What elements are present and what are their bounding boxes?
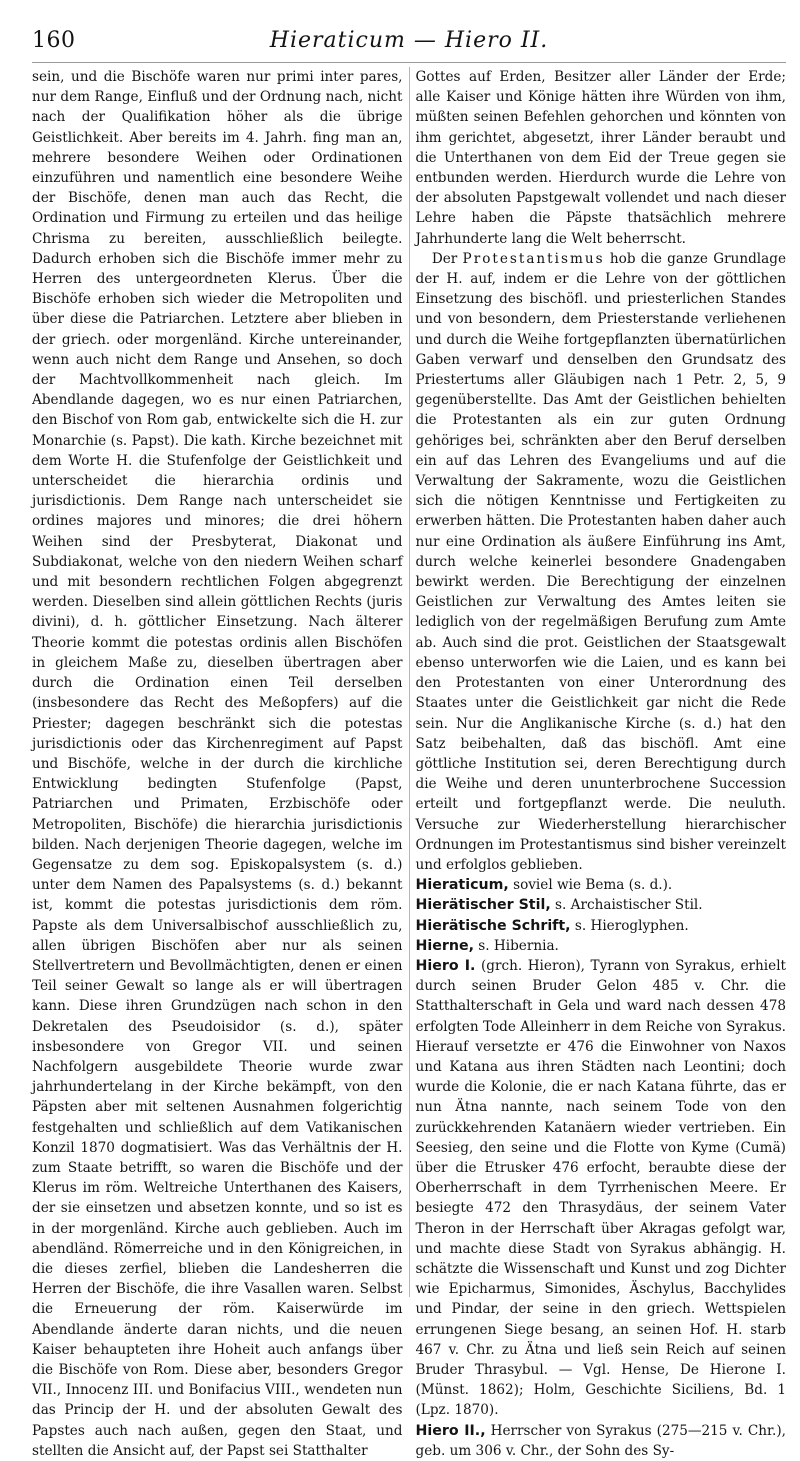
- page-number: 160: [32, 28, 76, 53]
- entry-hiero-ii: [416, 1421, 787, 1461]
- protestantism-text: hob die ganze Grundlage der H. auf, indem er die Lehre von der göttlichen Einsetzung des bischöfl. und priesterlichen Standes und von besondern, dem Priesterstande verliehenen und durch die Weihe fortgepflanzten übernatürlichen Gaben verwarf und denselben den Grundsatz des Priestertums aller Gläubigen nach 1 Petr. 2, 5, 9 gegenüberstellte. Das Amt der Geistlichen behielten die Protestanten als ein zur guten Ordnung gehöriges bei, schränkten aber den Beruf derselben ein auf das Lehren des Evangeliums und auf die Verwaltung der Sakramente, wozu die Geistlichen sich die nötigen Kenntnisse und Fertigkeiten zu erwerben hätten. Die Protestanten haben daher auch nur eine Ordination als äußere Einführung ins Amt, durch welche keinerlei besondere Gnadengaben bewirkt werden. Die Berechtigung der einzelnen Geistlichen zur Verwaltung des Amtes leiten sie lediglich von der regelmäßigen Berufung zum Amte ab. Auch sind die prot. Geistlichen der Staatsgewalt ebenso unterworfen wie die Laien, und es kann bei den Protestanten von einer Unterordnung des Staates unter die Geistlichkeit gar nicht die Rede sein. Nur die Anglikanische Kirche (s. d.) hat den Satz beibehalten, daß das bischöfl. Amt eine göttliche Institution sei, deren Berechtigung durch die Weihe und deren ununterbrochene Succession erteilt und fortgepflanzt werde. Die neuluth. Versuche zur Wiederherstellung hierarchischer Ordnungen im Protestantismus sind bisher vereinzelt und erfolglos geblieben.: [415, 250, 786, 873]
- entry-hieratischer-stil: [416, 895, 787, 915]
- headword-hiero-ii: Hiero II.,: [415, 1422, 486, 1439]
- entry-hieraticum: [416, 875, 787, 895]
- entry-text-hieratische-schrift: s. Hieroglyphen.: [570, 917, 689, 934]
- entry-hierne: [416, 936, 787, 956]
- headword-hieratischer-stil: Hierätischer Stil,: [415, 897, 551, 914]
- left-column: [32, 67, 409, 1459]
- protestantism-paragraph: [416, 249, 787, 875]
- headword-hiero-i: Hiero I.: [415, 957, 476, 974]
- headword-hierne: Hierne,: [415, 937, 474, 954]
- entry-text-hieraticum: soviel wie Bema (s. d.).: [508, 877, 673, 894]
- entry-text-hiero-i: (grch. Hieron), Tyrann von Syrakus, erhielt durch seinen Bruder Gelon 485 v. Chr. die Statthalterschaft in Gela und ward nach dessen 478 erfolgten Tode Alleinherr in dem Reiche von Syrakus. Hierauf versetzte er 476 die Einwohner von Naxos und Katana aus ihren Städten nach Leontini; doch wurde die Kolonie, die er nach Katana führte, das er nun Ätna nannte, nach seinem Tode von den zurückkehrenden Katanäern wieder vertrieben. Ein Seesieg, den seine und die Flotte von Kyme (Cumä) über die Etrusker 476 erfocht, beraubte diese der Oberherrschaft in dem Tyrrhenischen Meere. Er besiegte 472 den Thrasydäus, der seinem Vater Theron in der Herrschaft über Akragas gefolgt war, und machte diese Stadt von Syrakus abhängig. H. schätzte die Wissenschaft und Kunst und zog Dichter wie Epicharmus, Simonides, Äschylus, Bacchylides und Pindar, der seine in den griech. Wettspielen errungenen Siege besang, an seinen Hof. H. starb 467 v. Chr. zu Ätna und ließ sein Reich auf seinen Bruder Thrasybul. — Vgl. Hense, De Hierone I. (Münst. 1862); Holm, Geschichte Siciliens, Bd. 1 (Lpz. 1870).: [415, 957, 787, 1419]
- entry-hieratische-schrift: [416, 916, 787, 936]
- page-header: [32, 26, 786, 63]
- headword-hieraticum: Hieraticum,: [415, 877, 509, 894]
- entry-text-hieratischer-stil: s. Archaistischer Stil.: [550, 897, 703, 914]
- headword-hieratische-schrift: Hierätische Schrift,: [415, 917, 571, 934]
- running-title: Hieraticum — Hiero II.: [269, 28, 549, 53]
- text-columns: [32, 67, 787, 1459]
- protestantism-keyword: Protestantismus: [462, 250, 605, 267]
- right-column: [409, 67, 787, 1459]
- entry-hiero-i: [416, 956, 787, 1421]
- entry-text-hiero-ii: Herrscher von Syrakus (275—215 v. Chr.), geb. um 306 v. Chr., der Sohn des Sy-: [415, 1422, 786, 1459]
- hierarchie-papal-text: Gottes auf Erden, Besitzer aller Länder der Erde; alle Kaiser und Könige hätten ihre Würden von ihm, müßten seinen Befehlen gehorchen und könnten von ihm gerichtet, abgesetzt, ihrer Länder beraubt und die Unterthanen von dem Eid der Treue gegen sie entbunden werden. Hierdurch wurde die Lehre von der absoluten Papstgewalt vollendet und nach dieser Lehre haben die Päpste thatsächlich mehrere Jahrhunderte lang die Welt beherrscht.: [415, 69, 786, 247]
- hierarchie-continued-text: sein, und die Bischöfe waren nur primi inter pares, nur dem Range, Einfluß und der Ordnung nach, nicht nach der Qualifikation höher als die übrige Geistlichkeit. Aber bereits im 4. Jahrh. fing man an, mehrere besondere Weihen oder Ordinationen einzuführen und namentlich eine besondere Weihe der Bischöfe, denen man auch das Recht, die Ordination und Firmung zu erteilen und das heilige Chrisma zu bereiten, ausschließlich beilegte. Dadurch erhoben sich die Bischöfe immer mehr zu Herren des untergeordneten Klerus. Über die Bischöfe erhoben sich wieder die Metropoliten und über diese die Patriarchen. Letztere aber blieben in der griech. oder morgenländ. Kirche untereinander, wenn auch nicht dem Range und Ansehen, so doch der Machtvollkommenheit nach gleich. Im Abendlande dagegen, wo es nur einen Patriarchen, den Bischof von Rom gab, entwickelte sich die H. zur Monarchie (s. Papst). Die kath. Kirche bezeichnet mit dem Worte H. die Stufenfolge der Geistlichkeit und unterscheidet die hierarchia ordinis und jurisdictionis. Dem Range nach unterscheidet sie ordines majores und minores; die drei höhern Weihen sind der Presbyterat, Diakonat und Subdiakonat, welche von den niedern Weihen scharf und mit besondern rechtlichen Folgen abgegrenzt werden. Dieselben sind allein göttlichen Rechts (juris divini), d. h. göttlicher Einsetzung. Nach älterer Theorie kommt die potestas ordinis allen Bischöfen in gleichem Maße zu, dieselben übertragen aber durch die Ordination einen Teil derselben (insbesondere das Recht des Meßopfers) auf die Priester; dagegen beschränkt sich die potestas jurisdictionis oder das Kirchenregiment auf Papst und Bischöfe, welche in der durch die kirchliche Entwicklung bedingten Stufenfolge (Papst, Patriarchen und Primaten, Erzbischöfe oder Metropoliten, Bischöfe) die hierarchia jurisdictionis bilden. Nach derjenigen Theorie dagegen, welche im Gegensatze zu dem sog. Episkopalsystem (s. d.) unter dem Namen des Papalsystems (s. d.) bekannt ist, kommt die potestas jurisdictionis dem röm. Papste als dem Universalbischof ausschließlich zu, allen übrigen Bischöfen aber nur als seinen Stellvertretern und Bevollmächtigten, denen er einen Teil seiner Gewalt so lange als er will übertragen kann. Diese ihren Grundzügen nach schon in den Dekretalen des Pseudoisidor (s. d.), später insbesondere von Gregor VII. und seinen Nachfolgern ausgebildete Theorie wurde zwar jahrhundertelang in der Kirche bekämpft, von den Päpsten aber mit seltenen Ausnahmen folgerichtig festgehalten und schließlich auf dem Vatikanischen Konzil 1870 dogmatisiert. Was das Verhältnis der H. zum Staate betrifft, so waren die Bischöfe und der Klerus im röm. Weltreiche Unterthanen des Kaisers, der sie einsetzen und absetzen konnte, und so ist es in der morgenländ. Kirche auch geblieben. Auch im abendländ. Römerreiche und in den Königreichen, in die dieses zerfiel, blieben die Landesherren die Herren der Bischöfe, die ihre Vasallen waren. Selbst die Erneuerung der röm. Kaiserwürde im Abendlande änderte daran nichts, und die neuen Kaiser behaupteten ihre Hoheit auch anfangs über die Bischöfe von Rom. Diese aber, besonders Gregor VII., Innocenz III. und Bonifacius VIII., wendeten nun das Princip der H. und der absoluten Gewalt des Papstes auch nach außen, gegen den Staat, und stellten die Ansicht auf, der Papst sei Statthalter: [32, 69, 403, 1459]
- entry-text-hierne: s. Hibernia.: [473, 937, 559, 954]
- protestantism-pre: Der: [431, 250, 463, 267]
